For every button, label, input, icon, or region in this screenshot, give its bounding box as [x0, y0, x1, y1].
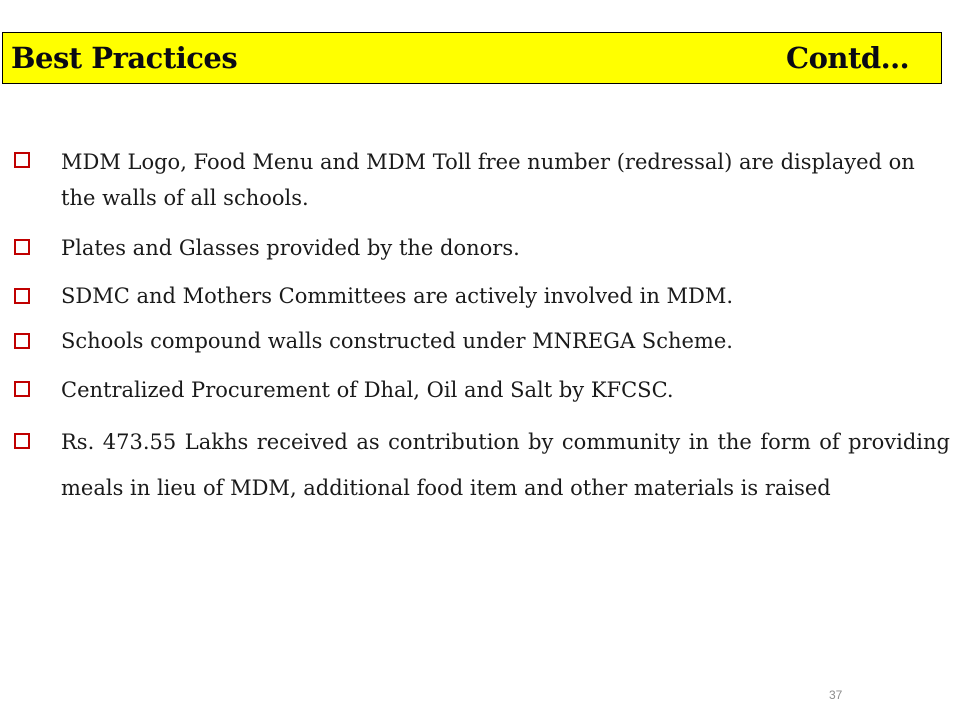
- slide-title-continued: Contd…: [786, 41, 910, 75]
- bullet-text: Centralized Procurement of Dhal, Oil and Salt by KFCSC.: [61, 378, 674, 402]
- hollow-square-bullet-icon: [14, 288, 30, 304]
- hollow-square-bullet-icon: [14, 433, 30, 449]
- bullet-text: Rs. 473.55 Lakhs received as contribution by community in the form of providing meals in lieu of MDM, additional food item and other materials is raised: [61, 430, 950, 500]
- bullet-text: SDMC and Mothers Committees are actively involved in MDM.: [61, 284, 734, 308]
- hollow-square-bullet-icon: [14, 333, 30, 349]
- bullet-text: MDM Logo, Food Menu and MDM Toll free number (redressal) are displayed on the walls of all schools.: [61, 150, 915, 210]
- bullet-text: Plates and Glasses provided by the donors.: [61, 236, 520, 260]
- hollow-square-bullet-icon: [14, 152, 30, 168]
- hollow-square-bullet-icon: [14, 381, 30, 397]
- page-number: 37: [829, 688, 843, 702]
- bullet-text: Schools compound walls constructed under MNREGA Scheme.: [61, 329, 733, 353]
- hollow-square-bullet-icon: [14, 239, 30, 255]
- slide-title: Best Practices: [11, 41, 238, 75]
